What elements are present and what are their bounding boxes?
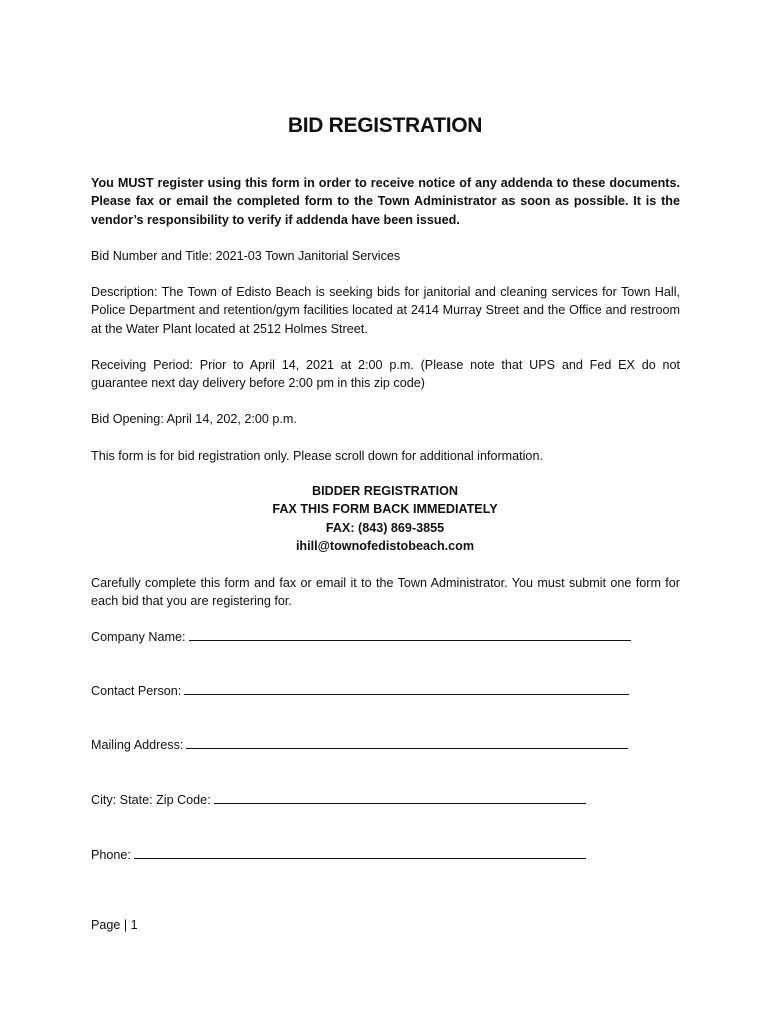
- bid-opening: Bid Opening: April 14, 202, 2:00 p.m.: [91, 412, 297, 426]
- mailing-address-input-line[interactable]: [186, 736, 628, 749]
- contact-email: ihill@townofedistobeach.com: [295, 538, 475, 553]
- phone-label: Phone:: [91, 848, 131, 862]
- bidder-registration-heading: BIDDER REGISTRATION: [312, 484, 458, 498]
- contact-person-label: Contact Person:: [91, 684, 182, 698]
- company-name-field: [91, 628, 631, 646]
- fax-back-instruction: FAX THIS FORM BACK IMMEDIATELY: [272, 502, 498, 517]
- bid-description: Description: The Town of Edisto Beach is seeking bids for janitorial and cleaning services for Town Hall, Police Department and retention/gym facilities located at 2414 Murray Street and the Office and restroom at the Water Plant located at 2512 Holmes Street.: [91, 285, 680, 336]
- company-name-label: Company Name:: [91, 630, 186, 644]
- company-name-input-line[interactable]: [189, 628, 631, 641]
- mailing-address-field: [91, 736, 628, 754]
- bidder-registration-block: [0, 482, 770, 555]
- city-state-zip-label: City: State: Zip Code:: [91, 793, 211, 807]
- page-number: Page | 1: [91, 918, 138, 932]
- registration-notice: You MUST register using this form in order to receive notice of any addenda to these documents. Please fax or email the completed form to the Town Administrator as soon as possible. It is the vendor’s responsibility to verify if addenda have been issued.: [91, 176, 680, 227]
- contact-person-field: [91, 682, 629, 700]
- mailing-address-label: Mailing Address:: [91, 738, 184, 752]
- contact-person-input-line[interactable]: [184, 682, 629, 695]
- form-instructions: Carefully complete this form and fax or email it to the Town Administrator. You must submit one form for each bid that you are registering for.: [91, 576, 680, 609]
- phone-field: [91, 846, 586, 864]
- registration-only-note: This form is for bid registration only. Please scroll down for additional information.: [91, 449, 543, 463]
- page-title: BID REGISTRATION: [287, 114, 483, 137]
- phone-input-line[interactable]: [134, 846, 586, 859]
- city-state-zip-input-line[interactable]: [214, 791, 586, 804]
- city-state-zip-field: [91, 791, 586, 809]
- bid-number-title: Bid Number and Title: 2021-03 Town Janitorial Services: [91, 249, 401, 263]
- receiving-period: Receiving Period: Prior to April 14, 2021 at 2:00 p.m. (Please note that UPS and Fed EX do not guarantee next day delivery before 2:00 pm in this zip code): [91, 358, 680, 391]
- fax-number: FAX: (843) 869-3855: [325, 520, 445, 535]
